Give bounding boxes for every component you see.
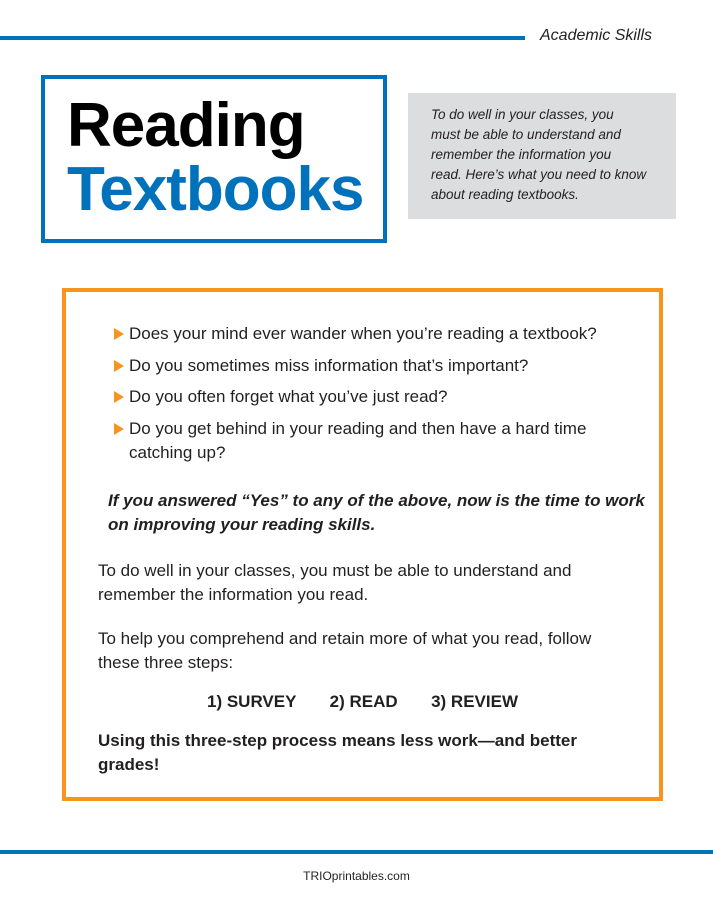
question-line: Do you get behind in your reading and then have a hard time (129, 419, 587, 438)
callout-line: If you answered “Yes” to any of the above, now is the time to work (108, 491, 645, 510)
bullet-triangle-icon (114, 360, 124, 372)
question-item: Do you often forget what you’ve just read? (129, 387, 448, 406)
footer-rule (0, 850, 713, 854)
header-rule (0, 36, 525, 40)
paragraph-1 (98, 559, 571, 607)
bullet-triangle-icon (114, 328, 124, 340)
question-line: catching up? (129, 443, 226, 462)
step-review: 3) REVIEW (431, 692, 518, 711)
bullet-triangle-icon (114, 423, 124, 435)
callout-text (108, 489, 645, 537)
intro-text (431, 105, 646, 205)
title-box (41, 75, 387, 243)
paragraph-line: these three steps: (98, 653, 234, 672)
content-box (62, 288, 663, 801)
paragraph-line: To do well in your classes, you must be able to understand and (98, 561, 572, 580)
step-survey: 1) SURVEY (207, 692, 297, 711)
section-label: Academic Skills (540, 27, 653, 44)
step-read: 2) READ (329, 692, 398, 711)
paragraph-2 (98, 627, 591, 675)
intro-box (408, 93, 676, 219)
title-line-2: Textbooks (67, 155, 364, 224)
intro-line: must be able to understand and (431, 127, 621, 142)
question-item: Do you sometimes miss information that’s important? (129, 356, 529, 375)
intro-line: To do well in your classes, you (431, 107, 614, 122)
intro-line: remember the information you (431, 147, 612, 162)
paragraph-line: To help you comprehend and retain more of what you read, follow (98, 629, 592, 648)
footer-site: TRIOprintables.com (303, 869, 410, 883)
callout-line: on improving your reading skills. (108, 515, 376, 534)
intro-line: about reading textbooks. (431, 187, 579, 202)
question-item (129, 417, 586, 465)
closing-text (98, 729, 577, 777)
closing-line: Using this three-step process means less work—and better (98, 731, 577, 750)
intro-line: read. Here’s what you need to know (431, 167, 647, 182)
closing-line: grades! (98, 755, 160, 774)
question-item: Does your mind ever wander when you’re reading a textbook? (129, 324, 597, 343)
title-line-1: Reading (67, 91, 305, 160)
paragraph-line: remember the information you read. (98, 585, 369, 604)
bullet-triangle-icon (114, 391, 124, 403)
steps (66, 690, 659, 714)
